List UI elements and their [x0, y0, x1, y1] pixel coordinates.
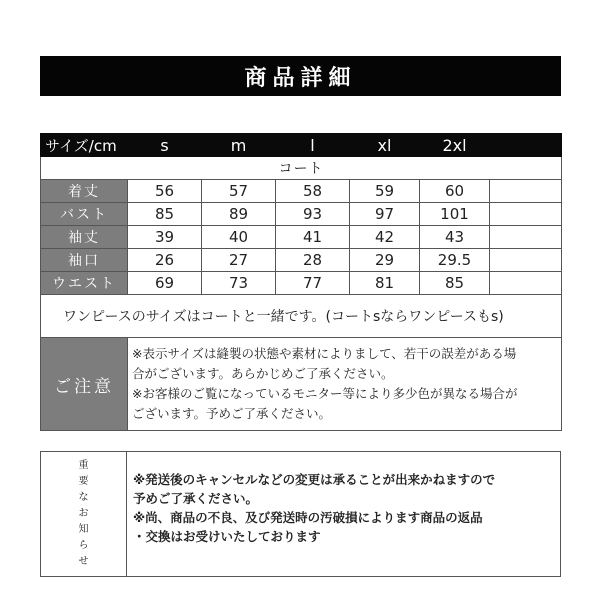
table-cell: 41	[276, 226, 350, 249]
table-cell	[490, 226, 562, 249]
row-label: バスト	[41, 203, 128, 226]
caution-row	[41, 338, 562, 431]
row-label: ウエスト	[41, 272, 128, 295]
coat-row	[41, 157, 562, 180]
table-cell: 39	[128, 226, 202, 249]
header-size-s: s	[128, 134, 202, 157]
notice-label-char: ら	[78, 540, 89, 551]
notice-line: ※尚、商品の不良、及び発送時の汚破損によります商品の返品	[133, 510, 483, 525]
table-cell: 29	[350, 249, 420, 272]
row-label: 袖口	[41, 249, 128, 272]
coat-label: コート	[41, 157, 562, 180]
table-cell: 58	[276, 180, 350, 203]
table-cell: 85	[420, 272, 490, 295]
table-cell: 42	[350, 226, 420, 249]
notice-label-char: な	[78, 492, 89, 503]
table-cell	[490, 249, 562, 272]
notice-label-char: せ	[78, 556, 89, 567]
page-title: 商品詳細	[40, 56, 561, 96]
table-cell: 85	[128, 203, 202, 226]
table-cell	[490, 203, 562, 226]
table-cell: 40	[202, 226, 276, 249]
table-cell: 29.5	[420, 249, 490, 272]
table-cell: 89	[202, 203, 276, 226]
table-cell	[490, 272, 562, 295]
header-size-l: l	[276, 134, 350, 157]
table-cell: 56	[128, 180, 202, 203]
caution-line: ※お客様のご覧になっているモニター等により多少色が異なる場合が	[132, 386, 518, 401]
table-row	[41, 180, 562, 203]
notice-label-char: 知	[78, 524, 89, 535]
table-cell: 43	[420, 226, 490, 249]
table-row	[41, 226, 562, 249]
notice-line: ・交換はお受けいたしております	[133, 529, 321, 544]
table-cell: 101	[420, 203, 490, 226]
table-cell: 26	[128, 249, 202, 272]
table-row	[41, 249, 562, 272]
size-table	[40, 133, 562, 431]
caution-line: ※表示サイズは縫製の状態や素材によりまして、若干の誤差がある場	[132, 346, 517, 361]
header-empty	[490, 134, 562, 157]
size-note: ワンピースのサイズはコートと一緒です。(コートsならワンピースもs)	[41, 295, 562, 338]
table-cell: 93	[276, 203, 350, 226]
table-cell	[490, 180, 562, 203]
notice-label-char: 重	[78, 460, 89, 471]
caution-label: ご注意	[41, 338, 128, 431]
table-cell: 97	[350, 203, 420, 226]
table-row	[41, 272, 562, 295]
table-cell: 69	[128, 272, 202, 295]
table-cell: 77	[276, 272, 350, 295]
header-size-m: m	[202, 134, 276, 157]
table-cell: 27	[202, 249, 276, 272]
important-notice-text	[127, 452, 560, 576]
caution-line: ございます。予めご了承ください。	[132, 406, 332, 421]
table-cell: 60	[420, 180, 490, 203]
size-header-row	[41, 134, 562, 157]
row-label: 着丈	[41, 180, 128, 203]
size-note-row	[41, 295, 562, 338]
header-size-2xl: 2xl	[420, 134, 490, 157]
notice-label-char: お	[78, 508, 89, 519]
caution-line: 合がございます。あらかじめご了承ください。	[132, 366, 394, 381]
important-notice-box	[40, 451, 561, 577]
row-label: 袖丈	[41, 226, 128, 249]
header-size-xl: xl	[350, 134, 420, 157]
notice-line: 予めご了承ください。	[133, 491, 259, 506]
table-cell: 59	[350, 180, 420, 203]
notice-label-char: 要	[78, 476, 89, 487]
table-cell: 57	[202, 180, 276, 203]
important-notice-label	[41, 452, 127, 576]
notice-line: ※発送後のキャンセルなどの変更は承ることが出来かねますので	[133, 472, 496, 487]
caution-text	[128, 338, 562, 431]
table-cell: 28	[276, 249, 350, 272]
table-row	[41, 203, 562, 226]
table-cell: 81	[350, 272, 420, 295]
table-cell: 73	[202, 272, 276, 295]
header-size-unit: サイズ/cm	[41, 134, 128, 157]
